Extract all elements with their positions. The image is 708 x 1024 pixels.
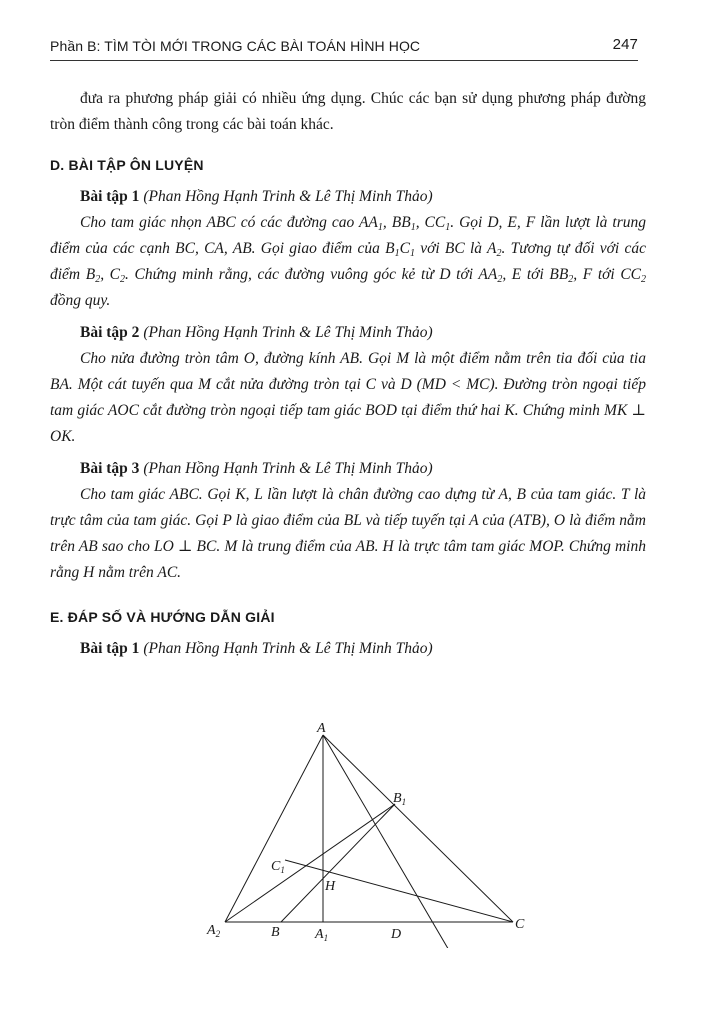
exercise-1-body: Cho tam giác nhọn ABC có các đường cao $AA_1$, $BB_1$, $CC_1$. Gọi D, E, F lần lượt là trung điểm của các cạnh BC, CA, AB. Gọi giao điểm của $B_1C_1$ với BC là $A_2$. Tương tự đối với các điểm $B_2$, $C_2$. Chứng minh rằng, các đường vuông góc kẻ từ D tới $AA_2$, E tới $BB_2$, F tới $CC_2$ đồng quy. <box>50 214 647 309</box>
exercise-2-body: Cho nửa đường tròn tâm O, đường kính AB. Gọi M là một điểm nằm trên tia đối của tia BA. Một cát tuyến qua M cắt nửa đường tròn tại C và D (MD < MC). Đường tròn ngoại tiếp tam giác AOC cắt đường tròn ngoại tiếp tam giác BOD tại điểm thứ hai K. Chứng minh MK ⊥ OK. <box>50 350 646 445</box>
answer-1-title <box>50 636 646 662</box>
exercise-label: Bài tập 2 <box>80 324 140 341</box>
intro-paragraph: đưa ra phương pháp giải có nhiều ứng dụng. Chúc các bạn sử dụng phương pháp đường tròn điểm thành công trong các bài toán khác. <box>50 90 646 133</box>
header-title: Phần B: TÌM TÒI MỚI TRONG CÁC BÀI TOÁN HÌNH HỌC <box>50 38 421 54</box>
label-A1: $A_1$ <box>315 927 329 943</box>
exercise-label: Bài tập 3 <box>80 460 140 477</box>
line-a2b1 <box>225 804 395 922</box>
label-D: D <box>391 927 402 942</box>
section-d-heading: D. BÀI TẬP ÔN LUYỆN <box>50 157 204 173</box>
exercise-authors: (Phan Hồng Hạnh Trinh & Lê Thị Minh Thảo) <box>143 640 433 657</box>
label-A: A <box>317 722 326 736</box>
label-H: H <box>325 879 336 894</box>
exercise-label: Bài tập 1 <box>80 188 140 205</box>
altitude-cc1 <box>285 860 513 922</box>
page-content <box>50 86 646 662</box>
altitude-bb1 <box>281 804 395 922</box>
exercise-authors: (Phan Hồng Hạnh Trinh & Lê Thị Minh Thảo) <box>143 188 433 205</box>
exercise-authors: (Phan Hồng Hạnh Trinh & Lê Thị Minh Thảo) <box>143 324 433 341</box>
geometry-figure <box>195 722 545 948</box>
section-e-heading: E. ĐÁP SỐ VÀ HƯỚNG DẪN GIẢI <box>50 609 275 625</box>
page-header <box>50 36 638 61</box>
exercise-3-body: Cho tam giác ABC. Gọi K, L lần lượt là chân đường cao dựng từ A, B của tam giác. T là trực tâm của tam giác. Gọi P là giao điểm của BL và tiếp tuyến tại A của (ATB), O là điểm nằm trên AB sao cho LO ⊥ BC. M là trung điểm của AB. H là trực tâm tam giác MOP. Chứng minh rằng H nằm trên AC. <box>50 486 646 581</box>
label-B1: $B_1$ <box>393 791 407 807</box>
label-C: C <box>515 917 525 932</box>
exercise-3-title <box>50 456 646 482</box>
exercise-label: Bài tập 1 <box>80 640 140 657</box>
label-A2: $A_2$ <box>207 923 221 939</box>
exercise-2-title <box>50 320 646 346</box>
label-B: B <box>271 925 280 940</box>
exercise-authors: (Phan Hồng Hạnh Trinh & Lê Thị Minh Thảo) <box>143 460 433 477</box>
exercise-1-title <box>50 184 646 210</box>
label-C1: $C_1$ <box>271 859 285 875</box>
page-number: 247 <box>612 36 638 53</box>
side-ac <box>323 735 513 922</box>
